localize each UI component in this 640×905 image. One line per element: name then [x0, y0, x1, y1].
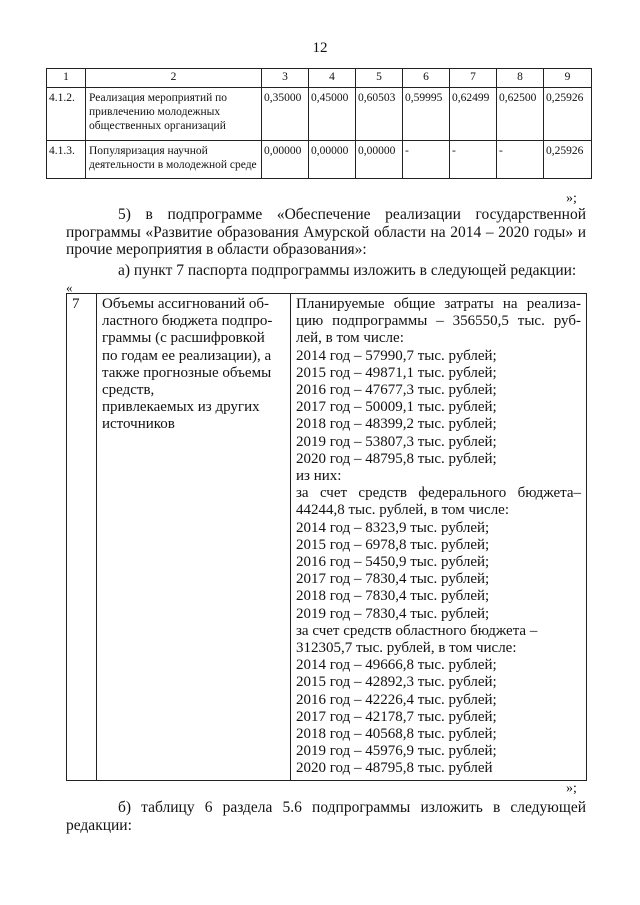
- detail-line: 2018 год – 7830,4 тыс. рублей;: [296, 588, 490, 605]
- table-row: [47, 141, 592, 179]
- detail-line: за счет средств областного бюджета –: [296, 622, 538, 639]
- row-description: Популяризация научной деятельности в молодежной среде: [86, 141, 262, 179]
- row-description: Реализация мероприятий по привлечению молодежных общественных организаций: [86, 88, 262, 141]
- table-cell: 0,00000: [309, 141, 356, 179]
- closing-quote: »;: [566, 781, 577, 796]
- detail-line: 2020 год – 48795,8 тыс. рублей: [296, 760, 493, 777]
- table-header-row: [47, 69, 592, 88]
- funding-details: [291, 294, 587, 781]
- table-cell: 0,25926: [544, 141, 592, 179]
- paragraph-item-5: 5) в подпрограмме «Обеспечение реализации государственной программы «Развитие образования Амурской области на 2014 – 2020 годы» и прочие мероприятия в области образования»:: [66, 206, 586, 258]
- column-header: 6: [403, 69, 450, 88]
- detail-line: 2016 год – 42226,4 тыс. рублей;: [296, 691, 497, 708]
- detail-line: 2019 год – 53807,3 тыс. рублей;: [296, 433, 497, 450]
- page-number: 12: [312, 40, 328, 56]
- detail-line: за счет средств федерального бюджета–: [296, 485, 581, 502]
- column-header: 4: [309, 69, 356, 88]
- row-number: 4.1.3.: [47, 141, 86, 179]
- detail-line: 44244,8 тыс. рублей, в том числе:: [296, 502, 510, 519]
- detail-line: 2019 год – 7830,4 тыс. рублей;: [296, 605, 490, 622]
- detail-line: 2017 год – 7830,4 тыс. рублей;: [296, 571, 490, 588]
- targets-table: [46, 68, 592, 179]
- table-row: [67, 294, 587, 781]
- detail-line: 2017 год – 50009,1 тыс. рублей;: [296, 399, 497, 416]
- table-cell: 0,25926: [544, 88, 592, 141]
- passport-table: [66, 293, 587, 781]
- detail-line: 2014 год – 8323,9 тыс. рублей;: [296, 519, 490, 536]
- column-header: 9: [544, 69, 592, 88]
- table-cell: 0,35000: [262, 88, 309, 141]
- paragraph-item-a: а) пункт 7 паспорта подпрограммы изложить в следующей редакции:: [118, 262, 577, 279]
- table-cell: 0,45000: [309, 88, 356, 141]
- opening-quote: «: [66, 280, 73, 295]
- detail-line: 2018 год – 40568,8 тыс. рублей;: [296, 726, 497, 743]
- funding-heading: Объемы ассигнований об- ластного бюджета подпро- граммы (с расшифровкой по годам ее реализации), а также прогнозные объемы средств, привлекаемых из других источников: [97, 294, 291, 781]
- detail-line: 2014 год – 57990,7 тыс. рублей;: [296, 347, 497, 364]
- detail-line: 2015 год – 6978,8 тыс. рублей;: [296, 536, 490, 553]
- column-header: 5: [356, 69, 403, 88]
- detail-line: 2018 год – 48399,2 тыс. рублей;: [296, 416, 497, 433]
- table-cell: -: [403, 141, 450, 179]
- column-header: 3: [262, 69, 309, 88]
- table-cell: 0,00000: [356, 141, 403, 179]
- table-cell: 0,59995: [403, 88, 450, 141]
- detail-line: 2016 год – 47677,3 тыс. рублей;: [296, 382, 497, 399]
- table-cell: -: [497, 141, 544, 179]
- detail-line: 312305,7 тыс. рублей, в том числе:: [296, 640, 517, 657]
- detail-line: из них:: [296, 468, 342, 485]
- detail-line: цию подпрограммы – 356550,5 тыс. руб-: [296, 313, 581, 330]
- detail-line: 2017 год – 42178,7 тыс. рублей;: [296, 708, 497, 725]
- paragraph-item-b: б) таблицу 6 раздела 5.6 подпрограммы изложить в следующей редакции:: [66, 799, 586, 834]
- detail-line: 2014 год – 49666,8 тыс. рублей;: [296, 657, 497, 674]
- detail-line: 2020 год – 48795,8 тыс. рублей;: [296, 450, 497, 467]
- item-number: 7: [67, 294, 97, 781]
- detail-line: 2019 год – 45976,9 тыс. рублей;: [296, 743, 497, 760]
- detail-line: Планируемые общие затраты на реализа-: [296, 296, 581, 312]
- detail-line: 2015 год – 42892,3 тыс. рублей;: [296, 674, 497, 691]
- table-cell: 0,62500: [497, 88, 544, 141]
- detail-line: лей, в том числе:: [296, 330, 404, 347]
- column-header: 8: [497, 69, 544, 88]
- table-row: [47, 88, 592, 141]
- table-cell: 0,62499: [450, 88, 497, 141]
- column-header: 7: [450, 69, 497, 88]
- detail-line: 2016 год – 5450,9 тыс. рублей;: [296, 554, 490, 571]
- closing-quote: »;: [566, 191, 577, 206]
- column-header: 2: [86, 69, 262, 88]
- table-cell: 0,60503: [356, 88, 403, 141]
- table-cell: 0,00000: [262, 141, 309, 179]
- table-cell: -: [450, 141, 497, 179]
- column-header: 1: [47, 69, 86, 88]
- detail-line: 2015 год – 49871,1 тыс. рублей;: [296, 364, 497, 381]
- row-number: 4.1.2.: [47, 88, 86, 141]
